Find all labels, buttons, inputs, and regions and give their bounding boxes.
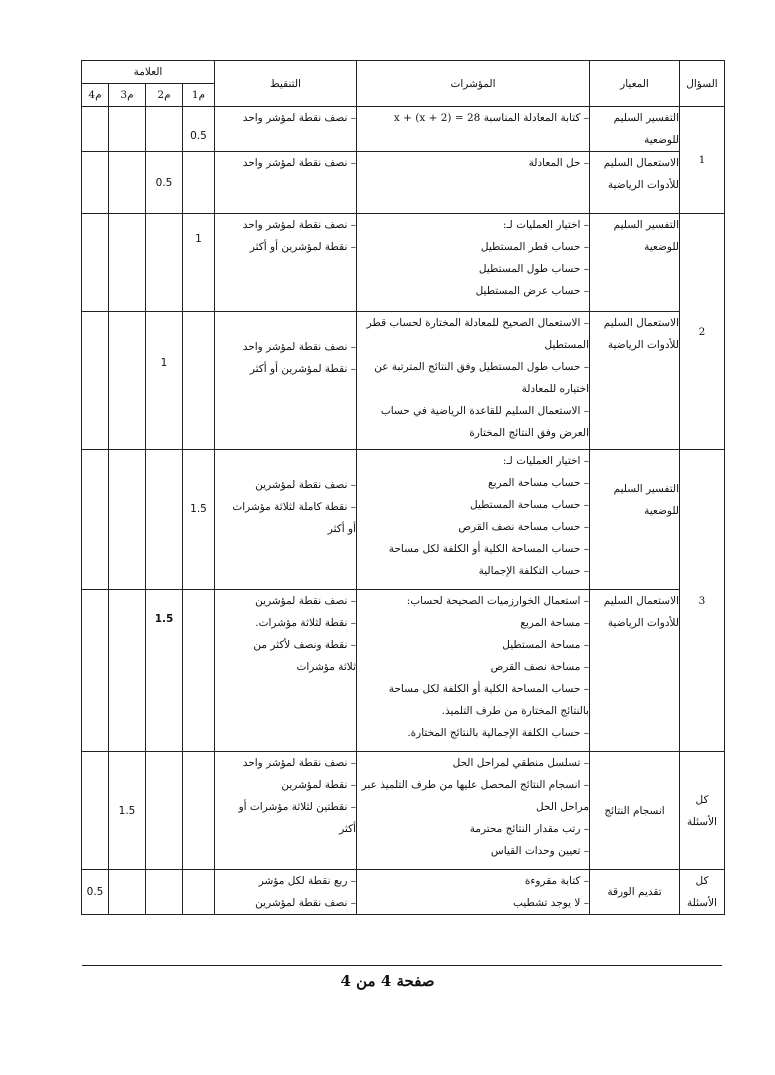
- score-m3: [109, 450, 146, 590]
- indicator-line: اختياره للمعادلة: [521, 383, 589, 395]
- criterion-cell: [590, 107, 680, 152]
- score-m3: [109, 107, 146, 152]
- header-scoring: التنقيط: [215, 61, 357, 107]
- scoring-line: – نصف نقطة لمؤشرين: [255, 897, 356, 909]
- indicators-cell: [357, 312, 590, 450]
- indicator-line: – رتب مقدار النتائج محترمة: [469, 823, 589, 835]
- criterion-line: الاستعمال السليم: [603, 595, 679, 607]
- scoring-cell: [215, 870, 357, 915]
- score-m3: [109, 870, 146, 915]
- indicator-line: – استعمال الخوارزميات الصحيحة لحساب:: [406, 595, 589, 607]
- indicator-line: – حساب التكلفة الإجمالية: [478, 565, 589, 577]
- score-m2: [146, 870, 183, 915]
- indicator-line: – كتابة مقروءة: [524, 875, 589, 887]
- criterion-line: تقديم الورقة: [607, 886, 662, 898]
- indicator-line: بالنتائج المختارة من طرف التلميذ.: [441, 705, 589, 717]
- criterion-line: للأدوات الرياضية: [607, 617, 679, 629]
- table-row: [81, 450, 724, 590]
- scoring-line: – نصف نقطة لمؤشر واحد: [242, 157, 356, 169]
- header-criterion: المعيار: [590, 61, 680, 107]
- score-m3: [109, 214, 146, 312]
- indicator-line: – حساب الكلفة الإجمالية بالنتائج المختارة.: [407, 727, 589, 739]
- table-row: [81, 152, 724, 214]
- indicator-line: – حساب طول المستطيل: [478, 263, 589, 275]
- table-row: [81, 107, 724, 152]
- score-m2: [146, 107, 183, 152]
- score-m1: [183, 870, 215, 915]
- scoring-line: – نقطة لثلاثة مؤشرات.: [255, 617, 356, 629]
- scoring-line: – نصف نقطة لمؤشر واحد: [242, 757, 356, 769]
- criterion-cell: [590, 214, 680, 312]
- score-m1: 1.5: [183, 450, 215, 590]
- criterion-cell: [590, 450, 680, 590]
- indicator-line: – مساحة نصف القرص: [490, 661, 589, 673]
- indicator-line: – الاستعمال السليم للقاعدة الرياضية في حساب: [380, 405, 589, 417]
- scoring-cell: [215, 107, 357, 152]
- header-question: السؤال: [680, 61, 725, 107]
- scoring-cell: [215, 214, 357, 312]
- indicator-line: المستطيل: [544, 339, 589, 351]
- header-level-m3: م3: [109, 84, 146, 107]
- score-m2: 1: [146, 312, 183, 450]
- header-indicators: المؤشرات: [357, 61, 590, 107]
- indicator-line: – تسلسل منطقي لمراحل الحل: [452, 757, 589, 769]
- indicators-cell: [357, 107, 590, 152]
- criterion-line: انسجام النتائج: [604, 804, 665, 817]
- score-m4: [81, 152, 108, 214]
- scoring-line: ثلاثة مؤشرات: [296, 661, 356, 673]
- score-m1: [183, 312, 215, 450]
- score-m1: 0.5: [183, 107, 215, 152]
- score-m2: [146, 450, 183, 590]
- score-m3: [109, 152, 146, 214]
- indicator-line: – حساب طول المستطيل وفق النتائج المترتبة عن: [374, 361, 589, 373]
- score-m4: [81, 590, 108, 752]
- indicator-line: – لا يوجد تشطيب: [513, 897, 589, 909]
- score-m4: [81, 107, 108, 152]
- scoring-cell: [215, 590, 357, 752]
- indicator-line: – حساب قطر المستطيل: [480, 241, 589, 253]
- indicators-cell: [357, 870, 590, 915]
- criterion-cell: [590, 152, 680, 214]
- scoring-cell: [215, 450, 357, 590]
- scoring-line: – نقطة لمؤشرين: [281, 779, 356, 791]
- score-m2: 1.5: [146, 590, 183, 752]
- indicator-line: العرض وفق النتائج المختارة: [469, 427, 589, 439]
- score-m4: [81, 450, 108, 590]
- score-m3: [109, 312, 146, 450]
- indicators-cell: [357, 752, 590, 870]
- page-number: صفحة 4 من 4: [340, 972, 435, 990]
- scoring-cell: [215, 312, 357, 450]
- score-m4: 0.5: [81, 870, 108, 915]
- indicator-line: – الاستعمال الصحيح للمعادلة المختارة لحساب قطر: [366, 317, 589, 329]
- indicator-line: مراحل الحل: [536, 801, 589, 813]
- indicators-cell: [357, 590, 590, 752]
- question-number: كل الأسئلة: [680, 752, 725, 870]
- table-row: [81, 870, 724, 915]
- indicator-line: – حساب مساحة المستطيل: [470, 499, 589, 511]
- score-m2: [146, 752, 183, 870]
- table-row: [81, 214, 724, 312]
- score-m1: [183, 152, 215, 214]
- indicator-line: – حساب المساحة الكلية أو الكلفة لكل مساحة: [388, 543, 589, 555]
- scoring-line: أو أكثر: [327, 523, 356, 535]
- criterion-cell: [590, 870, 680, 915]
- indicator-line: – انسجام النتائج المحصل عليها من طرف التلميذ عبر: [361, 779, 589, 791]
- score-m2: [146, 214, 183, 312]
- table-row: [81, 312, 724, 450]
- score-m4: [81, 752, 108, 870]
- indicator-line: – حساب مساحة المربع: [487, 477, 589, 489]
- indicator-line: – كتابة المعادلة المناسبة 28 = (x + (x + 2: [393, 112, 589, 124]
- question-number: كل الأسئلة: [680, 870, 725, 915]
- header-level-m4: م4: [81, 84, 108, 107]
- score-m2: 0.5: [146, 152, 183, 214]
- criterion-cell: [590, 312, 680, 450]
- table-row: [81, 752, 724, 870]
- score-m4: [81, 214, 108, 312]
- grading-table-container: [82, 60, 725, 915]
- header-row: [81, 61, 724, 84]
- scoring-line: – نقطتين لثلاثة مؤشرات أو: [238, 801, 356, 813]
- score-m1: [183, 752, 215, 870]
- scoring-cell: [215, 752, 357, 870]
- indicator-line: – مساحة المستطيل: [502, 639, 589, 651]
- scoring-line: – نصف نقطة لمؤشر واحد: [242, 112, 356, 124]
- scoring-line: – نقطة كاملة لثلاثة مؤشرات: [232, 501, 356, 513]
- score-m1: 1: [183, 214, 215, 312]
- question-number: 3: [680, 450, 725, 752]
- score-m3: [109, 590, 146, 752]
- header-mark: العلامة: [81, 61, 214, 84]
- criterion-line: للوضعية: [644, 134, 679, 146]
- scoring-line: – نصف نقطة لمؤشرين: [255, 595, 356, 607]
- question-number: 1: [680, 107, 725, 214]
- scoring-line: – ربع نقطة لكل مؤشر: [258, 875, 356, 887]
- criterion-cell: [590, 752, 680, 870]
- indicator-line: – حساب مساحة نصف القرص: [458, 521, 589, 533]
- indicator-line: – حساب عرض المستطيل: [475, 285, 589, 297]
- scoring-line: – نصف نقطة لمؤشرين: [255, 479, 356, 491]
- scoring-line: – نقطة ونصف لأكثر من: [253, 639, 356, 651]
- scoring-line: – نقطة لمؤشرين أو أكثر: [249, 241, 356, 253]
- header-level-m1: م1: [183, 84, 215, 107]
- scoring-line: أكثر: [339, 823, 356, 835]
- indicator-line: – اختيار العمليات لـ:: [502, 455, 589, 467]
- indicators-cell: [357, 214, 590, 312]
- criterion-line: الاستعمال السليم: [603, 157, 679, 169]
- criterion-line: التفسير السليم: [613, 219, 679, 231]
- indicators-cell: [357, 152, 590, 214]
- criterion-line: للوضعية: [644, 505, 679, 517]
- indicator-line: – حساب المساحة الكلية أو الكلفة لكل مساحة: [388, 683, 589, 695]
- indicator-line: – اختيار العمليات لـ:: [502, 219, 589, 231]
- scoring-cell: [215, 152, 357, 214]
- criterion-line: الاستعمال السليم: [603, 317, 679, 329]
- criterion-line: للأدوات الرياضية: [607, 339, 679, 351]
- scoring-line: – نقطة لمؤشرين أو أكثر: [249, 363, 356, 375]
- table-row: [81, 590, 724, 752]
- criterion-line: للوضعية: [644, 241, 679, 253]
- score-m1: [183, 590, 215, 752]
- criterion-line: للأدوات الرياضية: [607, 179, 679, 191]
- criterion-cell: [590, 590, 680, 752]
- scoring-line: – نصف نقطة لمؤشر واحد: [242, 219, 356, 231]
- footer-divider: [82, 965, 722, 966]
- header-level-m2: م2: [146, 84, 183, 107]
- indicator-line: – حل المعادلة: [528, 157, 589, 169]
- indicator-line: – تعيين وحدات القياس: [490, 845, 589, 857]
- question-number: 2: [680, 214, 725, 450]
- score-m3: 1.5: [109, 752, 146, 870]
- score-m4: [81, 312, 108, 450]
- criterion-line: التفسير السليم: [613, 483, 679, 495]
- indicator-line: – مساحة المربع: [520, 617, 589, 629]
- indicators-cell: [357, 450, 590, 590]
- criterion-line: التفسير السليم: [613, 112, 679, 124]
- grading-table: [81, 60, 725, 915]
- scoring-line: – نصف نقطة لمؤشر واحد: [242, 341, 356, 353]
